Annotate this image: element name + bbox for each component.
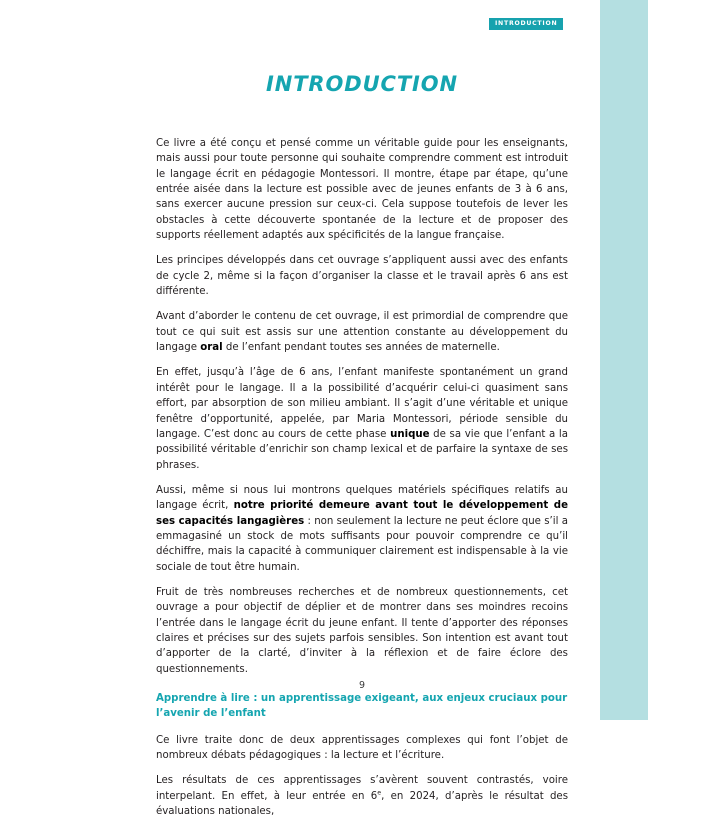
paragraph: Ce livre traite donc de deux apprentissages complexes qui font l’objet de nombreux débats pédagogiques : la lecture et l’écriture.: [156, 734, 568, 762]
paragraph: Ce livre a été conçu et pensé comme un véritable guide pour les enseignants, mais aussi pour toute personne qui souhaite comprendre comment est introduit le langage écrit en pédagogie Montessori. Il montre, étape par étape, qu’une entrée aisée dans la lecture est possible avec de jeunes enfants de 3 à 6 ans, sans exercer aucune pression sur ceux-ci. Cela suppose toutefois de lever les obstacles à cette découverte spontanée de la lecture et de proposer des supports réellement adaptés aux spécificités de la langue française.: [156, 138, 568, 242]
chapter-tab-badge: INTRODUCTION: [489, 18, 563, 30]
decorative-side-band: [600, 0, 648, 720]
paragraph: Aussi, même si nous lui montrons quelques matériels spécifiques relatifs au langage écrit, notre priorité demeure avant tout le développement de ses capacités langagières : non seulement la lecture ne peut éclore que s’il a emmagasiné un stock de mots suffisants pour pouvoir comprendre ce qu’il déchiffre, mais la capacité à communiquer clairement est indispensable à la vie sociale de tout être humain.: [156, 484, 568, 573]
paragraph: Avant d’aborder le contenu de cet ouvrage, il est primordial de comprendre que tout ce qui suit est assis sur une attention constante au développement du langage oral de l’enfant pendant toutes ses années de maternelle.: [156, 311, 568, 354]
body-content: [156, 136, 568, 829]
paragraph: Fruit de très nombreuses recherches et de nombreux questionnements, cet ouvrage a pour objectif de déplier et de montrer dans ses moindres recoins l’entrée dans le langage écrit du jeune enfant. Il tente d’apporter des réponses claires et précises sur des sujets parfois sensibles. Son intention est avant tout d’apporter de la clarté, d’inviter à la réflexion et de faire éclore des questionnements.: [156, 586, 568, 675]
section-subheading: Apprendre à lire : un apprentissage exigeant, aux enjeux cruciaux pour l’avenir de l’enfant: [156, 693, 568, 720]
paragraph: En effet, jusqu’à l’âge de 6 ans, l’enfant manifeste spontanément un grand intérêt pour le langage. Il a la possibilité d’acquérir celui-ci quasiment sans effort, par absorption de son milieu ambiant. Il s’agit d’une véritable et unique fenêtre d’opportunité, appelée, par Maria Montessori, période sensible du langage. C’est donc au cours de cette phase unique de sa vie que l’enfant a la possibilité véritable d’enrichir son champ lexical et de parfaire la syntaxe de ses phrases.: [156, 367, 568, 471]
paragraph: Les résultats de ces apprentissages s’avèrent souvent contrastés, voire interpelant. En effet, à leur entrée en 6e, en 2024, d’après le résultat des évaluations nationales,: [156, 775, 568, 818]
paragraph: Les principes développés dans cet ouvrage s’appliquent aussi avec des enfants de cycle 2, même si la façon d’organiser la classe et le travail après 6 ans est différente.: [156, 255, 568, 298]
page-title: INTRODUCTION: [266, 72, 458, 97]
page-number: 9: [358, 680, 366, 691]
